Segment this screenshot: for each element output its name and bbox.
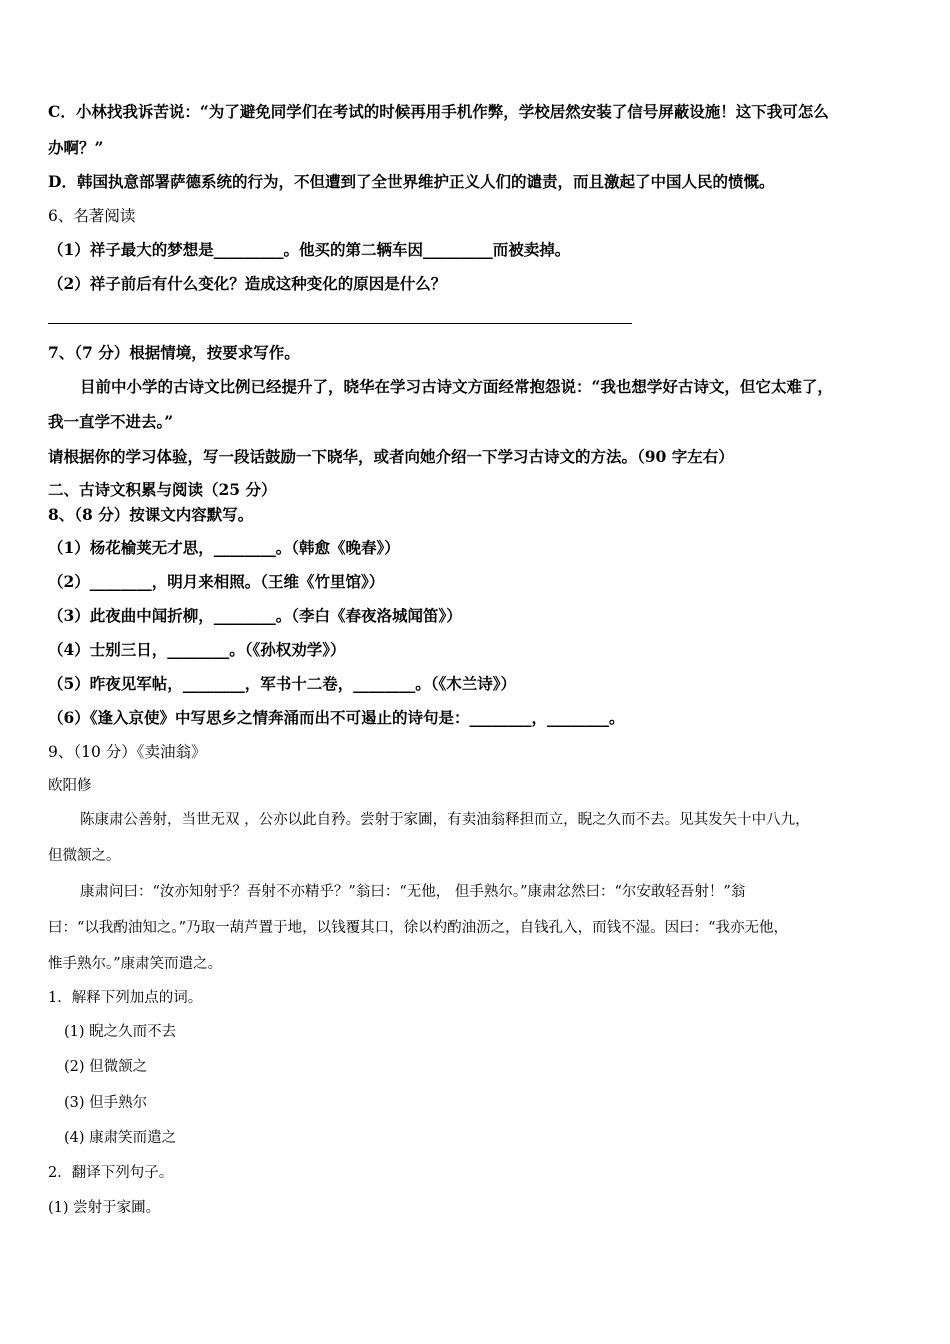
answer-line [48, 323, 632, 324]
q9-sub1-item: (2) 但微颔之 [64, 1059, 148, 1075]
q7-scenario-line1: 目前中小学的古诗文比例已经提升了，晓华在学习古诗文方面经常抱怨说：“我也想学好古诗文，但它太难了， [80, 377, 833, 396]
q5-option-d: D．韩国执意部署萨德系统的行为，不但遭到了全世界维护正义人们的谴责，而且激起了中国人民的愤慨。 [48, 172, 775, 191]
q9-sub1-item: (1) 睨之久而不去 [64, 1024, 177, 1040]
q9-title: 9、（10 分）《卖油翁》 [48, 743, 207, 761]
q5-option-c-line1: C．小林找我诉苦说：“为了避免同学们在考试的时候再用手机作弊，学校居然安装了信号屏蔽设施！这下我可怎么 [48, 102, 829, 121]
q9-passage-p1-line1: 陈康肃公善射，当世无双 ，公亦以此自矜。尝射于家圃，有卖油翁释担而立，睨之久而不去。见其发矢十中八九， [80, 812, 810, 828]
q8-item: （3）此夜曲中闻折柳，________。（李白《春夜洛城闻笛》） [48, 606, 462, 625]
q6-item-1: （1）祥子最大的梦想是_________。他买的第二辆车因_________而被卖掉。 [48, 240, 571, 259]
q8-item: （2）________，明月来相照。（王维《竹里馆》） [48, 572, 385, 591]
q9-passage-p2-line2: 曰：“以我酌油知之。”乃取一葫芦置于地，以钱覆其口，徐以杓酌油沥之，自钱孔入，而钱不湿。因曰：“我亦无他， [48, 920, 788, 936]
q5-option-c-line2: 办啊？” [48, 138, 104, 157]
q6-title: 6、名著阅读 [48, 207, 136, 225]
q8-title: 8、（8 分）按课文内容默写。 [48, 505, 254, 524]
q8-item: （6）《逢入京使》中写思乡之情奔涌而出不可遏止的诗句是：________，________。 [48, 708, 625, 727]
q7-scenario-line2: 我一直学不进去。” [48, 412, 174, 431]
q9-sub2-title: 2．翻译下列句子。 [48, 1165, 174, 1181]
q7-instruction: 请根据你的学习体验，写一段话鼓励一下晓华，或者向她介绍一下学习古诗文的方法。（90 字左右） [48, 447, 734, 466]
q9-sub1-item: (4) 康肃笑而遣之 [64, 1130, 177, 1146]
q9-passage-p2-line1: 康肃问曰：“汝亦知射乎？吾射不亦精乎？”翁曰：“无他， 但手熟尔。”康肃忿然曰：“尔安敢轻吾射！”翁 [80, 884, 746, 900]
section-2-title: 二、古诗文积累与阅读（25 分） [48, 480, 277, 499]
q9-sub2-item: (1) 尝射于家圃。 [48, 1200, 161, 1216]
q8-item: （5）昨夜见军帖，________，军书十二卷，________。（《木兰诗》） [48, 674, 517, 693]
q9-author: 欧阳修 [48, 778, 92, 794]
q8-item: （1）杨花榆荚无才思，________。（韩愈《晚春》） [48, 538, 400, 557]
q8-item: （4）士别三日，________。（《孙权劝学》） [48, 640, 346, 659]
q9-passage-p2-line3: 惟手熟尔。”康肃笑而遣之。 [48, 956, 223, 972]
q6-item-2: （2）祥子前后有什么变化？造成这种变化的原因是什么？ [48, 274, 447, 293]
q9-sub1-title: 1．解释下列加点的词。 [48, 990, 203, 1006]
q9-passage-p1-line2: 但微颔之。 [48, 848, 121, 864]
q9-sub1-item: (3) 但手熟尔 [64, 1095, 148, 1111]
q7-title: 7、（7 分）根据情境，按要求写作。 [48, 343, 300, 362]
